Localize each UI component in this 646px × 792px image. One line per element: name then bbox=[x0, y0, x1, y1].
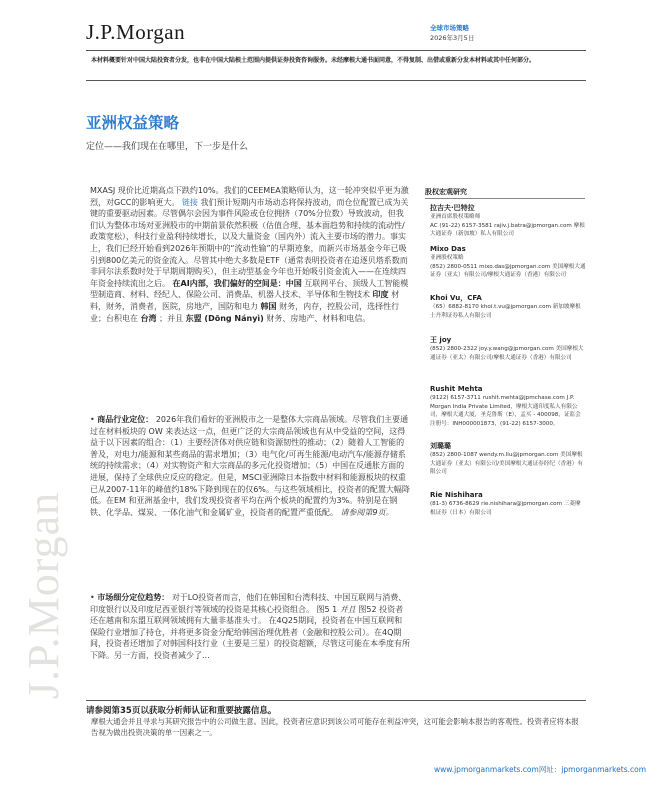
intro-link[interactable]: 链接 bbox=[181, 197, 198, 207]
bullet-text-italic: 并且 bbox=[339, 604, 356, 614]
jpmorgan-watermark: J.P.Morgan bbox=[19, 491, 69, 700]
bullet-dot: • bbox=[90, 415, 95, 424]
header-meta bbox=[430, 23, 474, 43]
intro-paragraph bbox=[90, 185, 410, 324]
page-reference: 请参阅第9页。 bbox=[340, 507, 394, 517]
sidebar-rule bbox=[425, 198, 585, 199]
jpmorgan-logo: J.P.Morgan bbox=[86, 20, 186, 44]
asean-label: 东盟 (Dōng Nányì) bbox=[185, 313, 264, 323]
analyst-contact[interactable]: (852) 2800-0511 mixo.das@jpmorgan.com 美国摩根大通证券（亚太）有限公司/摩根大通证券（香港）有限公司 bbox=[430, 263, 586, 278]
analyst-contact[interactable]: (9122) 6157-3711 rushit.mehta@jpmchase.com J.P. Morgan India Private Limited，摩根大通印度私人有限公司，摩根大通大厦，圣克鲁斯（E），孟买 - 400098，证监会注册号：INH000001873，(91-22) 6157-3000。 bbox=[430, 395, 581, 427]
disclosure-rule bbox=[86, 700, 586, 701]
analyst-card bbox=[430, 293, 586, 320]
report-category: 全球市场策略 bbox=[430, 24, 469, 32]
analyst-role: 亚洲股权策略 bbox=[430, 255, 464, 261]
korea-label: 韩国 bbox=[260, 301, 277, 311]
bullet-lead: 市场细分定位趋势： bbox=[97, 593, 170, 602]
bullet-text-2: 图52 投资者还在越南和东盟互联网领域拥有大量非基准头寸。 在4Q25期间，投资者在中国互联网和保险行业增加了持仓，并将更多资金分配给韩国治理优胜者（金融和控股公司）。在4Q期间，投资者还增加了对韩国科技行业（主要是三星）的投资超额，尽管这可能在本季度有所下降。另一方面，投资者减少了... bbox=[90, 604, 410, 660]
distribution-disclaimer: 本材料概要针对中国大陆投资者分发，也非在中国大陆根土范围内提供证券投资咨询服务。未经摩根大通书面同意，不得复制、出借或重新分发本材料或其中任何部分。 bbox=[91, 57, 536, 64]
analyst-name: Khoi Vu，CFA bbox=[430, 294, 482, 302]
analyst-name: Mixo Das bbox=[430, 245, 466, 253]
intro-text-b: 我们预计短期内市场动态将保持波动，而仓位配置已成为关键的重要驱动因素。尽管偶尔会因为事件风险或仓位拥挤（70%分位数）导致波动，但我们认为整体市场对亚洲股市的中期前景依然积极（估值合理、基本面趋势和持续的流动性/政策宽松），科技行业盈利持续增长，以及大量资金（国内外）流入主要市场的潜力。事实上，我们已经开始看到2026年预期中的“流动性输”的早期迹象，而新兴市场基金今年已吸引到800亿美元的资金流入。尽管其中绝大多数是ETF（通常表明投资者在追逐贝塔系数而非同尔法系数时处于早期周期购买），但主动型基金今年也开始吸引资金流入——在连续四年资金持续流出之后。 bbox=[90, 197, 409, 288]
analyst-contact[interactable]: AC (91-22) 6157-3581 rajiv.j.batra@jpmorgan.com 摩根大通证券（新加坡）私人有限公司 bbox=[430, 222, 585, 237]
korea-sectors: 财务，内存，控股公司，选择性行业；台积电在 bbox=[90, 301, 400, 323]
sidebar-heading: 股权宏观研究 bbox=[425, 188, 467, 196]
header-rule bbox=[86, 50, 586, 51]
intro-text-a: MXASJ 现价比近期高点下跌约10%。我们的CEEMEA策略师认为，这一轮冲突似乎更为激烈，对GCC的影响更大。 bbox=[90, 186, 409, 207]
report-date: 2026年3月5日 bbox=[430, 34, 475, 42]
intro-text-g: ；并且 bbox=[159, 313, 184, 323]
commodities-bullet bbox=[90, 414, 410, 518]
taiwan-label: 台湾 bbox=[140, 313, 157, 323]
analyst-name: 王 joy bbox=[430, 336, 452, 344]
analyst-card bbox=[430, 384, 586, 428]
market-segment-bullet bbox=[90, 592, 410, 662]
bullet-text: 对于LO投资者而言，他们在韩国和台湾科技、中国互联网与消费、印度银行以及印度尼西亚银行等领域的投资是其核心投资组合。 图5 1 bbox=[90, 593, 407, 614]
analyst-card bbox=[430, 441, 586, 477]
analyst-name: 拉吉夫·巴特拉 bbox=[430, 204, 475, 212]
china-sectors: 互联网平台、顶级人工智能模型制造商、材料、经纪人、保险公司、消费品、机器人技术、半导体和生物技术 bbox=[90, 278, 409, 300]
disclosure-heading: 请参阅第35页以获取分析师认证和重要披露信息。 bbox=[86, 706, 277, 716]
analyst-role: 亚洲首席股权策略师 bbox=[430, 214, 481, 220]
bullet-dot: • bbox=[90, 593, 95, 602]
footer-url[interactable]: www.jpmorganmarkets.com网址：jpmorganmarkets.com bbox=[434, 765, 646, 774]
report-title: 亚洲权益策略 bbox=[86, 114, 180, 132]
analyst-contact[interactable]: （65）6882-8170 khoi.t.vu@jpmorgan.com 新加坡摩根士丹利证券私人有限公司 bbox=[430, 304, 581, 319]
asean-sectors: 财务、房地产、材料和电信。 bbox=[266, 313, 371, 323]
report-subtitle: 定位——我们现在在哪里，下一步是什么 bbox=[86, 142, 249, 152]
analyst-name: 刘璐璐 bbox=[430, 442, 451, 450]
analyst-contact[interactable]: (852) 2800-2322 joy.y.wang@jpmorgan.com 美国摩根大通证券（亚太）有限公司/摩根大通证券（香港）有限公司 bbox=[430, 346, 584, 361]
analyst-contact[interactable]: (81-3) 6736-8629 rie.nishihara@jpmorgan.com 三菱摩根证券（日本）有限公司 bbox=[430, 501, 581, 516]
bullet-text: 2026年我们看好的亚洲股市之一是整体大宗商品领域。尽管我们主要通过在材料板块的 OW 来表达这一点，但更广泛的大宗商品领域也有从中受益的空间，这得益于以下因素的组合：（1）主要经济体对供应链和资源韧性的推动；（2）随着人工智能的普及，对电力/能源和某些商品的需求增加；（3）电气化/可再生能源/电动汽车/能源存储系统的持续需求；（4）对实物资产和大宗商品的多元化投资增加；（5）中国在反通胀方面的进展，保持了全球供应反应的稳定。但是，MSCI亚洲除日本指数中材料和能源板块的权重已从2007-11年的峰值约18%下降到现在的仅6%。与这些领域相比，投资者的配置大幅降低。在EM 和亚洲基金中，我们发现投资者平均在两个板块的配置约为3%。特别是在钢铁、化学品、煤炭、一体化油气和金属矿业，投资者的配置严重低配。 bbox=[90, 415, 410, 517]
disclosure-text: 摩根大通会并且寻求与其研究报告中的公司做生意。因此，投资者应意识到该公司可能存在利益冲突，这可能会影响本报告的客观性。投资者应将本报告视为做出投资决策的单一因素之一。 bbox=[91, 717, 579, 737]
disclaimer-rule bbox=[86, 80, 586, 81]
analyst-name: Rushit Mehta bbox=[430, 385, 483, 393]
india-sectors: 材料，财务，消费者，医院，房地产，国防和电力 bbox=[90, 290, 400, 311]
analyst-contact[interactable]: (852) 2800-1087 wendy.m.liu@jpmorgan.com 美国摩根大通证券（亚太）有限公司/美国摩根大通证券经纪（香港）有限公司 bbox=[430, 452, 583, 475]
analyst-card bbox=[430, 203, 586, 239]
analyst-card bbox=[430, 335, 586, 362]
analyst-card bbox=[430, 490, 586, 517]
preferred-spaces-lead: 在AI内部，我们偏好的空间是：中国 bbox=[172, 278, 302, 288]
analyst-card bbox=[430, 244, 586, 280]
bullet-lead: 商品行业定位： bbox=[97, 415, 154, 424]
analyst-name: Rie Nishihara bbox=[430, 491, 483, 499]
india-label: 印度 bbox=[372, 290, 389, 300]
